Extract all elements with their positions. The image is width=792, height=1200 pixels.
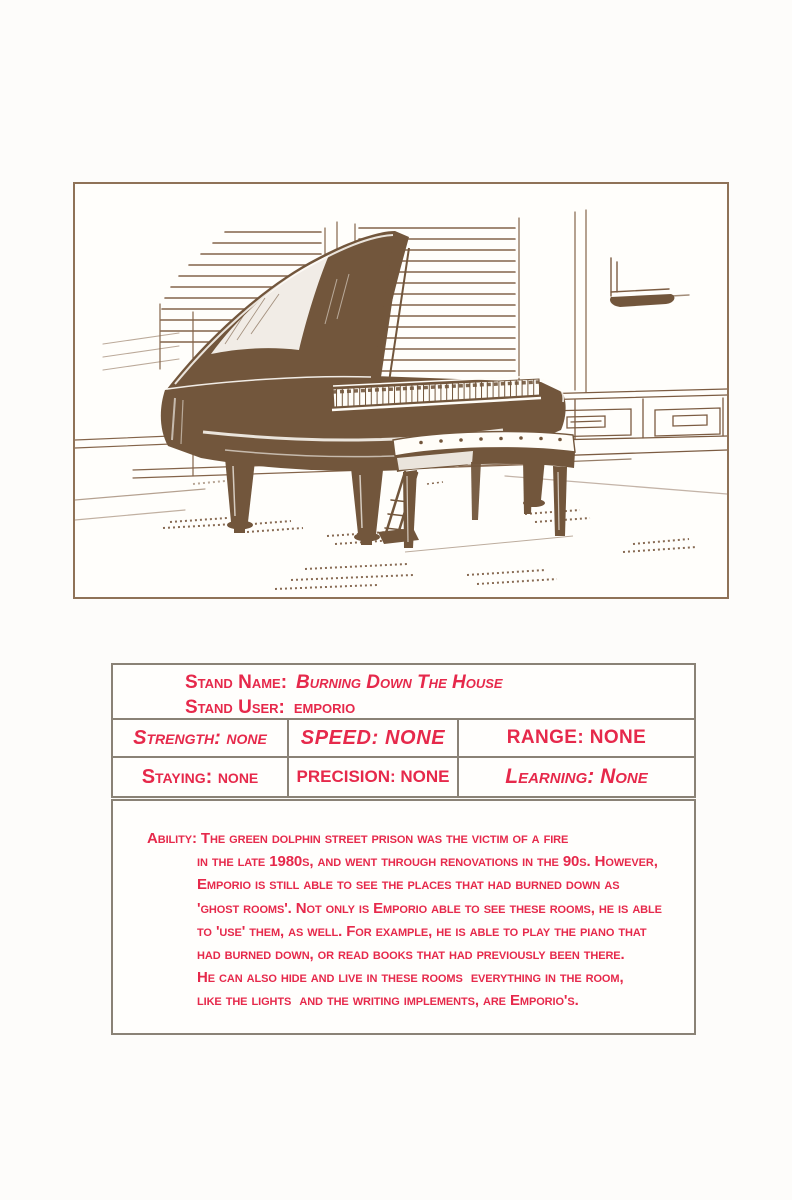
ability-line: like the lights and the writing implements, are Emporio's. <box>197 992 579 1010</box>
ability-line: He can also hide and live in these rooms everything in the room, <box>197 969 624 987</box>
ability-line: Ability: The green dolphin street prison was the victim of a fire <box>147 830 569 847</box>
stand-user-row <box>185 695 694 720</box>
stat-cell-strength: Strength: none <box>133 726 267 749</box>
stand-name-row <box>185 670 694 695</box>
stand-user-label: Stand User: <box>185 697 285 718</box>
illustration-frame <box>73 182 729 599</box>
ability-line: Emporio is still able to see the places that had burned down as <box>197 876 620 894</box>
stand-identity <box>113 665 694 720</box>
stat-cell-speed: SPEED: NONE <box>287 720 457 756</box>
ability-line: to 'use' them, as well. For example, he is able to play the piano that <box>197 922 647 940</box>
stand-stats-card <box>111 663 696 798</box>
ability-text <box>113 801 694 1013</box>
ability-box <box>111 799 696 1035</box>
piano-room-illustration <box>75 184 727 597</box>
stat-cell-precision: PRECISION: NONE <box>287 756 457 796</box>
stat-cell-staying: Staying: none <box>113 756 287 796</box>
stat-cell-range: RANGE: NONE <box>457 720 694 756</box>
ability-line: had burned down, or read books that had previously been there. <box>197 946 625 964</box>
stats-grid <box>113 720 694 796</box>
grand-piano <box>161 231 566 545</box>
stand-name-value: Burning Down The House <box>296 672 503 693</box>
piano-bench <box>393 432 575 552</box>
stand-name-label: Stand Name: <box>185 672 288 693</box>
ability-line: in the late 1980s, and went through renovations in the 90s. However, <box>197 853 658 871</box>
stat-cell-learning: Learning: None <box>457 756 694 796</box>
ability-line: 'ghost rooms'. Not only is Emporio able to see these rooms, he is able <box>197 899 662 917</box>
stand-user-value: emporio <box>293 697 356 718</box>
wall-shelf <box>610 258 689 307</box>
